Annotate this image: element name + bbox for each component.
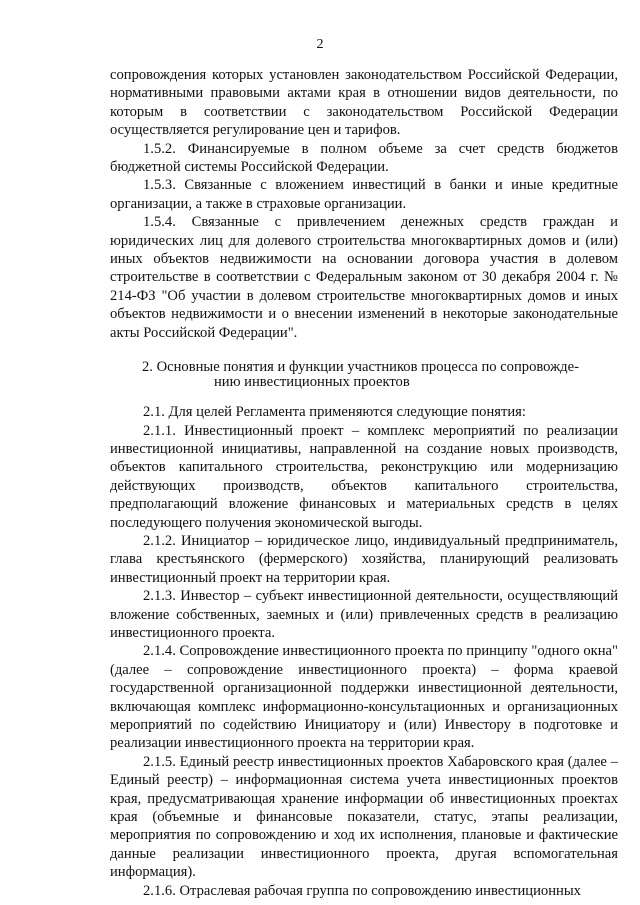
section-heading-line1: 2. Основные понятия и функции участников процесса по сопровожде- <box>142 359 579 376</box>
paragraph-2-1-2: 2.1.2. Инициатор – юридическое лицо, индивидуальный предприниматель, глава крестьянского (фермерского) хозяйства, планирующий реализовать инвестиционный проект на территории края. <box>110 532 618 586</box>
paragraph-2-1-4: 2.1.4. Сопровождение инвестиционного проекта по принципу "одного окна" (далее – сопровождение инвестиционного проекта) – форма краевой государственной организационной поддержки инвестиционной деятельности, включающая комплекс информационно-консультационных и организационных мероприятий по содействию Инициатору и (или) Инвестору в подготовке и реализации инвестиционного проекта на территории края. <box>110 643 618 752</box>
document-body <box>110 66 618 900</box>
paragraph-2-1-1: 2.1.1. Инвестиционный проект – комплекс мероприятий по реализации инвестиционной инициативы, направленной на создание новых производств, объектов капитального строительства, реконструкцию или модернизацию действующих производств, объектов капитального строительства, предполагающий вложение финансовых и материальных средств в целях последующего получения экономической выгоды. <box>110 422 618 531</box>
section-heading-line2: нию инвестиционных проектов <box>214 373 410 390</box>
section-heading <box>110 360 618 389</box>
page-number: 2 <box>316 37 324 52</box>
paragraph-2-1-3: 2.1.3. Инвестор – субъект инвестиционной деятельности, осуществляющий вложение собственных, заемных и (или) привлеченных средств в реализацию инвестиционного проекта. <box>110 588 618 641</box>
paragraph-1-5-3: 1.5.3. Связанные с вложением инвестиций в банки и иные кредитные организации, а также в страховые организации. <box>110 177 618 212</box>
paragraph-continuation: сопровождения которых установлен законодательством Российской Федерации, нормативными правовыми актами края в отношении видов деятельности, по которым в соответствии с законодательством Российской Федерации осуществляется регулирование цен и тарифов. <box>110 67 618 139</box>
paragraph-2-1-6: 2.1.6. Отраслевая рабочая группа по сопровождению инвестиционных <box>143 882 581 899</box>
paragraph-1-5-2: 1.5.2. Финансируемые в полном объеме за счет средств бюджетов бюджетной системы Российской Федерации. <box>110 140 618 176</box>
paragraph-2-1-5: 2.1.5. Единый реестр инвестиционных проектов Хабаровского края (далее – Единый реестр) – информационная система учета инвестиционных проектов края, предусматривающая хранение информации об инвестиционных проектах края (объемные и финансовые показатели, статус, этапы реализации, мероприятия по сопровождению и ход их исполнения, плановые и фактические данные реализации инвестиционного проекта, другая вспомогательная информация). <box>110 753 618 881</box>
paragraph-2-1: 2.1. Для целей Регламента применяются следующие понятия: <box>143 404 526 421</box>
paragraph-1-5-4: 1.5.4. Связанные с привлечением денежных средств граждан и юридических лиц для долевого строительства многоквартирных домов и (или) иных объектов недвижимости на основании договора участия в долевом строительстве в соответствии с Федеральным законом от 30 декабря 2004 г. № 214-ФЗ "Об участии в долевом строительстве многоквартирных домов и иных объектов недвижимости и о внесении изменений в некоторые законодательные акты Российской Федерации". <box>110 214 618 341</box>
